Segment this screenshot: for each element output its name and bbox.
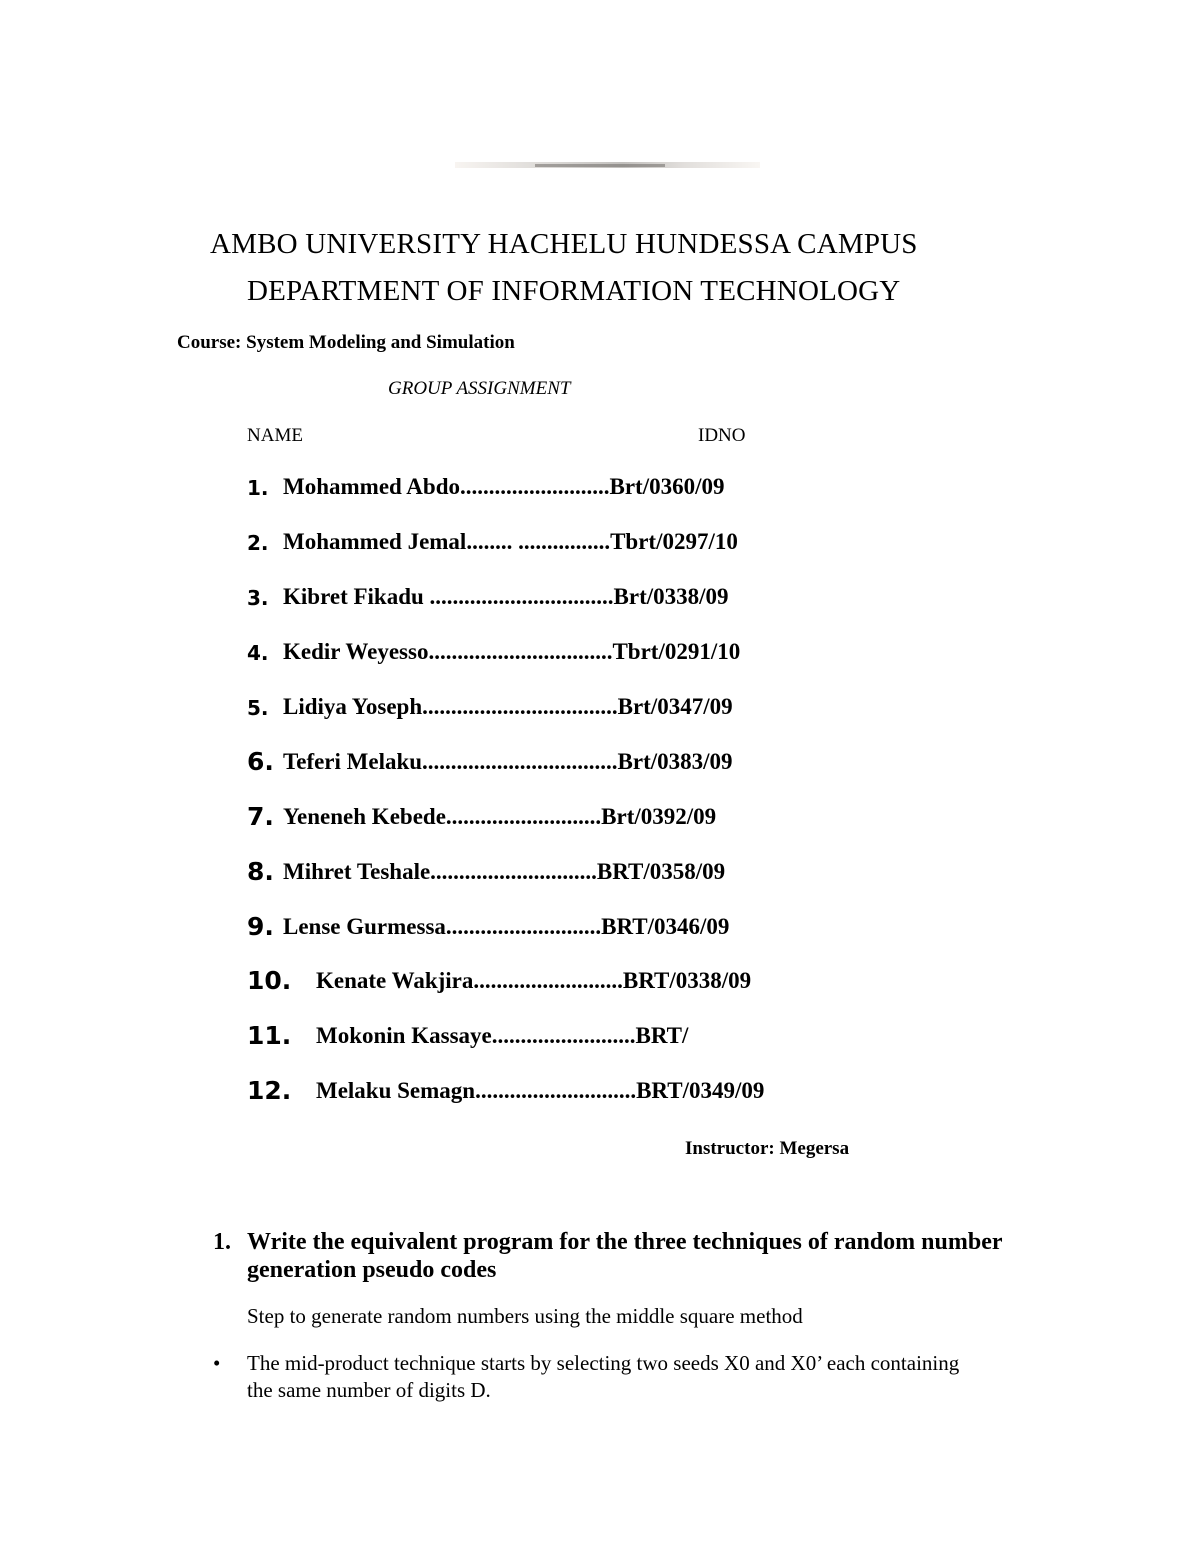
list-item-entry: Yeneneh Kebede...........................Brt/0392/09 xyxy=(283,804,717,829)
assignment-title: GROUP ASSIGNMENT xyxy=(388,378,571,399)
list-item-entry: Melaku Semagn............................BRT/0349/09 xyxy=(316,1078,765,1103)
step-text: Step to generate random numbers using the middle square method xyxy=(247,1304,803,1328)
list-item-number: 10. xyxy=(247,966,292,995)
faded-logo-image xyxy=(455,158,760,174)
bullet-icon: • xyxy=(213,1351,221,1375)
list-item-number: 8. xyxy=(247,857,274,886)
university-title: AMBO UNIVERSITY HACHELU HUNDESSA CAMPUS xyxy=(210,228,918,260)
list-item-entry: Kenate Wakjira..........................BRT/0338/09 xyxy=(316,968,752,993)
list-item-entry: Lidiya Yoseph..................................Brt/0347/09 xyxy=(283,694,733,719)
id-column-header: IDNO xyxy=(698,425,746,446)
list-item-number: 2. xyxy=(247,531,269,555)
question-number: 1. xyxy=(213,1229,231,1255)
course-line: Course: System Modeling and Simulation xyxy=(177,332,515,353)
list-item-number: 7. xyxy=(247,802,274,831)
question-text: Write the equivalent program for the three techniques of random number generation pseudo codes xyxy=(247,1229,1003,1283)
list-item-entry: Mohammed Jemal........ ................Tbrt/0297/10 xyxy=(283,529,738,554)
department-title: DEPARTMENT OF INFORMATION TECHNOLOGY xyxy=(247,275,901,307)
list-item-entry: Teferi Melaku..................................Brt/0383/09 xyxy=(283,749,733,774)
list-item-entry: Mihret Teshale.............................BRT/0358/09 xyxy=(283,859,726,884)
list-item-number: 12. xyxy=(247,1076,292,1105)
name-column-header: NAME xyxy=(247,425,303,446)
list-item-number: 11. xyxy=(247,1021,292,1050)
list-item-number: 5. xyxy=(247,696,269,720)
list-item-number: 6. xyxy=(247,747,274,776)
list-item-entry: Kedir Weyesso................................Tbrt/0291/10 xyxy=(283,639,741,664)
bullet-text: The mid-product technique starts by selecting two seeds X0 and X0’ each containing the same number of digits D. xyxy=(247,1351,960,1402)
list-item-number: 4. xyxy=(247,641,269,665)
list-item-number: 1. xyxy=(247,476,269,500)
list-item-number: 3. xyxy=(247,586,269,610)
list-item-entry: Kibret Fikadu ................................Brt/0338/09 xyxy=(283,584,729,609)
list-item-entry: Lense Gurmessa...........................BRT/0346/09 xyxy=(283,914,730,939)
list-item-entry: Mohammed Abdo..........................Brt/0360/09 xyxy=(283,474,725,499)
list-item-number: 9. xyxy=(247,912,274,941)
list-item-entry: Mokonin Kassaye.........................BRT/ xyxy=(316,1023,689,1048)
instructor-line: Instructor: Megersa xyxy=(685,1138,850,1159)
